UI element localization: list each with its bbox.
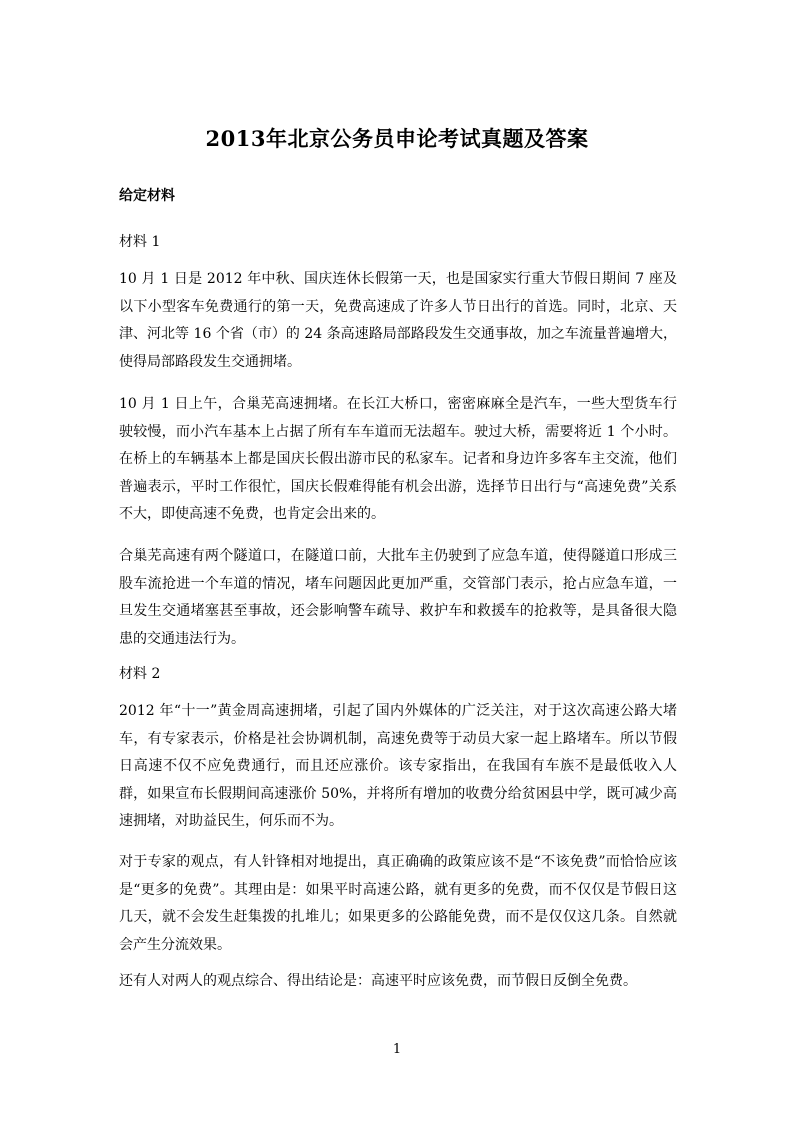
material-1-label: 材料 1 xyxy=(119,234,161,250)
material-2-label: 材料 2 xyxy=(119,666,161,682)
document-title: 2013年北京公务员申论考试真题及答案 xyxy=(205,126,589,151)
paragraph: 10 月 1 日上午，合巢芜高速拥堵。在长江大桥口，密密麻麻全是汽车，一些大型货车行驶较慢，而小汽车基本上占据了所有车车道而无法超车。驶过大桥，需要将近 1 个小时。在桥上的车辆基本上都是国庆长假出游市民的私家车。记者和身边许多客车主交流，他们普遍表示，平时工作很忙，国庆长假难得能有机会出游，选择节日出行与“高速免费”关系不大，即使高速不免费，也肯定会出来的。 xyxy=(119,396,677,523)
paragraph: 2012 年“十一”黄金周高速拥堵，引起了国内外媒体的广泛关注，对于这次高速公路大堵车，有专家表示，价格是社会协调机制，高速免费等于动员大家一起上路堵车。所以节假日高速不仅不应免费通行，而且还应涨价。该专家指出，在我国有车族不是最低收入人群，如果宣布长假期间高速涨价 50%，并将所有增加的收费分给贫困县中学，既可减少高速拥堵，对助益民生，何乐而不为。 xyxy=(119,703,677,830)
page-number: 1 xyxy=(392,1042,402,1057)
section-heading: 给定材料 xyxy=(119,188,175,204)
paragraph: 合巢芜高速有两个隧道口，在隧道口前，大批车主仍驶到了应急车道，使得隧道口形成三股车流抢进一个车道的情况，堵车问题因此更加严重，交管部门表示，抢占应急车道，一旦发生交通堵塞甚至事故，还会影响警车疏导、救护车和救援车的抢救等，是具备很大隐患的交通违法行为。 xyxy=(119,548,677,647)
paragraph: 10 月 1 日是 2012 年中秋、国庆连休长假第一天，也是国家实行重大节假日期间 7 座及以下小型客车免费通行的第一天，免费高速成了许多人节日出行的首选。同时，北京、天津、河北等 16 个省（市）的 24 条高速路局部路段发生交通事故，加之车流量普遍增大，使得局部路段发生交通拥堵。 xyxy=(119,271,677,370)
paragraph: 对于专家的观点，有人针锋相对地提出，真正确确的政策应该不是“不该免费”而恰恰应该是“更多的免费”。其理由是：如果平时高速公路，就有更多的免费，而不仅仅是节假日这几天，就不会发生赶集拨的扎堆儿；如果更多的公路能免费，而不是仅仅这几条。自然就会产生分流效果。 xyxy=(119,854,677,953)
paragraph: 还有人对两人的观点综合、得出结论是：高速平时应该免费，而节假日反倒全免费。 xyxy=(119,973,637,989)
